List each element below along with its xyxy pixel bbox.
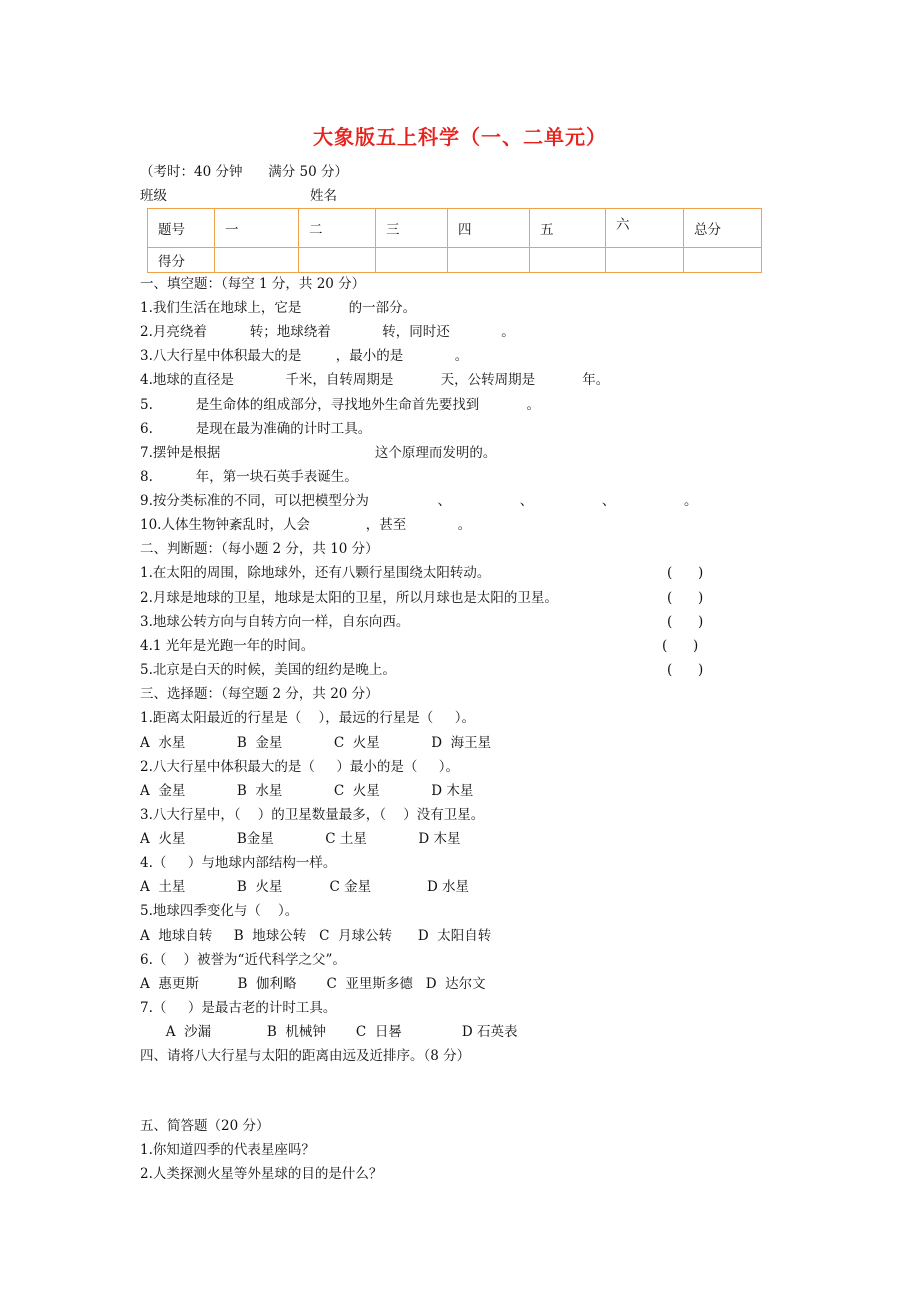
score-cell[interactable] (215, 248, 299, 273)
question-text: 5. 是生命体的组成部分，寻找地外生命首先要找到 。 (140, 397, 540, 413)
score-cell[interactable] (530, 248, 606, 273)
question-text: 1.距离太阳最近的行星是（ ），最远的行星是（ ）。 (140, 710, 476, 726)
section-3-heading: 三、选择题：（每空题 2 分，共 20 分） (140, 686, 379, 702)
score-header-cell: 六 (606, 209, 684, 248)
answer-blank[interactable]: ( ) (667, 662, 704, 678)
question-text: 1.我们生活在地球上，它是 的一部分。 (140, 300, 417, 316)
question-text: 5.地球四季变化与（ ）。 (140, 903, 299, 919)
question-text: 4.1 光年是光跑一年的时间。 (140, 638, 315, 654)
question-text: 1.在太阳的周围，除地球外，还有八颗行星围绕太阳转动。 (140, 565, 491, 581)
question-text: 10.人体生物钟紊乱时，人会 ，甚至 。 (140, 517, 472, 533)
score-header-cell: 四 (448, 209, 530, 248)
score-cell[interactable] (606, 248, 684, 273)
question-text: 9.按分类标准的不同，可以把模型分为 、 、 、 。 (140, 493, 698, 509)
score-cell[interactable] (376, 248, 448, 273)
page-title: 大象版五上科学（一、二单元） (313, 125, 607, 149)
score-header-cell: 题号 (148, 209, 215, 248)
question-text: 8. 年，第一块石英手表诞生。 (140, 469, 358, 485)
score-cell[interactable] (684, 248, 762, 273)
section-2-heading: 二、判断题：（每小题 2 分，共 10 分） (140, 541, 379, 557)
question-text: 3.八大行星中体积最大的是 ，最小的是 。 (140, 348, 469, 364)
options-row: A 金星 B 水星 C 火星 D 木星 (140, 783, 474, 799)
question-text: 5.北京是白天的时候，美国的纽约是晚上。 (140, 662, 396, 678)
question-text: 6.（ ）被誉为“近代科学之父”。 (140, 952, 346, 968)
score-cell[interactable] (448, 248, 530, 273)
score-header-cell: 三 (376, 209, 448, 248)
options-row: A 火星 B金星 C 土星 D 木星 (140, 831, 461, 847)
answer-blank[interactable]: ( ) (667, 590, 704, 606)
question-text: 4.地球的直径是 千米，自转周期是 天，公转周期是 年。 (140, 372, 610, 388)
score-header-cell: 五 (530, 209, 606, 248)
score-header-cell: 总分 (684, 209, 762, 248)
question-text: 7.摆钟是根据 这个原理而发明的。 (140, 445, 497, 461)
section-5-heading: 五、简答题（20 分） (140, 1118, 270, 1134)
class-label: 班级 (140, 188, 167, 204)
question-text: 2.八大行星中体积最大的是（ ）最小的是（ ）。 (140, 759, 460, 775)
score-header-cell: 二 (299, 209, 376, 248)
question-text: 7.（ ）是最古老的计时工具。 (140, 1000, 337, 1016)
question-text: 2.月亮绕着 转；地球绕着 转，同时还 。 (140, 324, 515, 340)
score-row-label: 得分 (148, 248, 215, 273)
question-text: 4.（ ）与地球内部结构一样。 (140, 855, 337, 871)
question-text: 3.地球公转方向与自转方向一样，自东向西。 (140, 614, 410, 630)
question-text: 1.你知道四季的代表星座吗？ (140, 1142, 315, 1158)
answer-blank[interactable]: ( ) (667, 614, 704, 630)
question-text: 6. 是现在最为准确的计时工具。 (140, 421, 372, 437)
answer-blank[interactable]: ( ) (662, 638, 699, 654)
score-header-cell: 一 (215, 209, 299, 248)
question-text: 2.月球是地球的卫星，地球是太阳的卫星，所以月球也是太阳的卫星。 (140, 590, 558, 606)
section-4-heading: 四、请将八大行星与太阳的距离由远及近排序。（8 分） (140, 1048, 471, 1064)
options-row: A 水星 B 金星 C 火星 D 海王星 (140, 735, 492, 751)
score-cell[interactable] (299, 248, 376, 273)
question-text: 3.八大行星中，（ ）的卫星数量最多，（ ）没有卫星。 (140, 807, 485, 823)
options-row: A 土星 B 火星 C 金星 D 水星 (140, 879, 470, 895)
answer-blank[interactable]: ( ) (667, 565, 704, 581)
question-text: 2.人类探测火星等外星球的目的是什么？ (140, 1166, 383, 1182)
exam-info: （考时：40 分钟 满分 50 分） (140, 164, 348, 180)
options-row: A 地球自转 B 地球公转 C 月球公转 D 太阳自转 (140, 928, 492, 944)
score-table (147, 208, 762, 273)
score-table-header-row (148, 209, 762, 248)
section-1-heading: 一、填空题：（每空 1 分，共 20 分） (140, 276, 366, 292)
options-row: A 沙漏 B 机械钟 C 日晷 D 石英表 (140, 1024, 518, 1040)
name-label: 姓名 (310, 188, 337, 204)
score-table-score-row (148, 248, 762, 273)
options-row: A 惠更斯 B 伽利略 C 亚里斯多德 D 达尔文 (140, 976, 486, 992)
